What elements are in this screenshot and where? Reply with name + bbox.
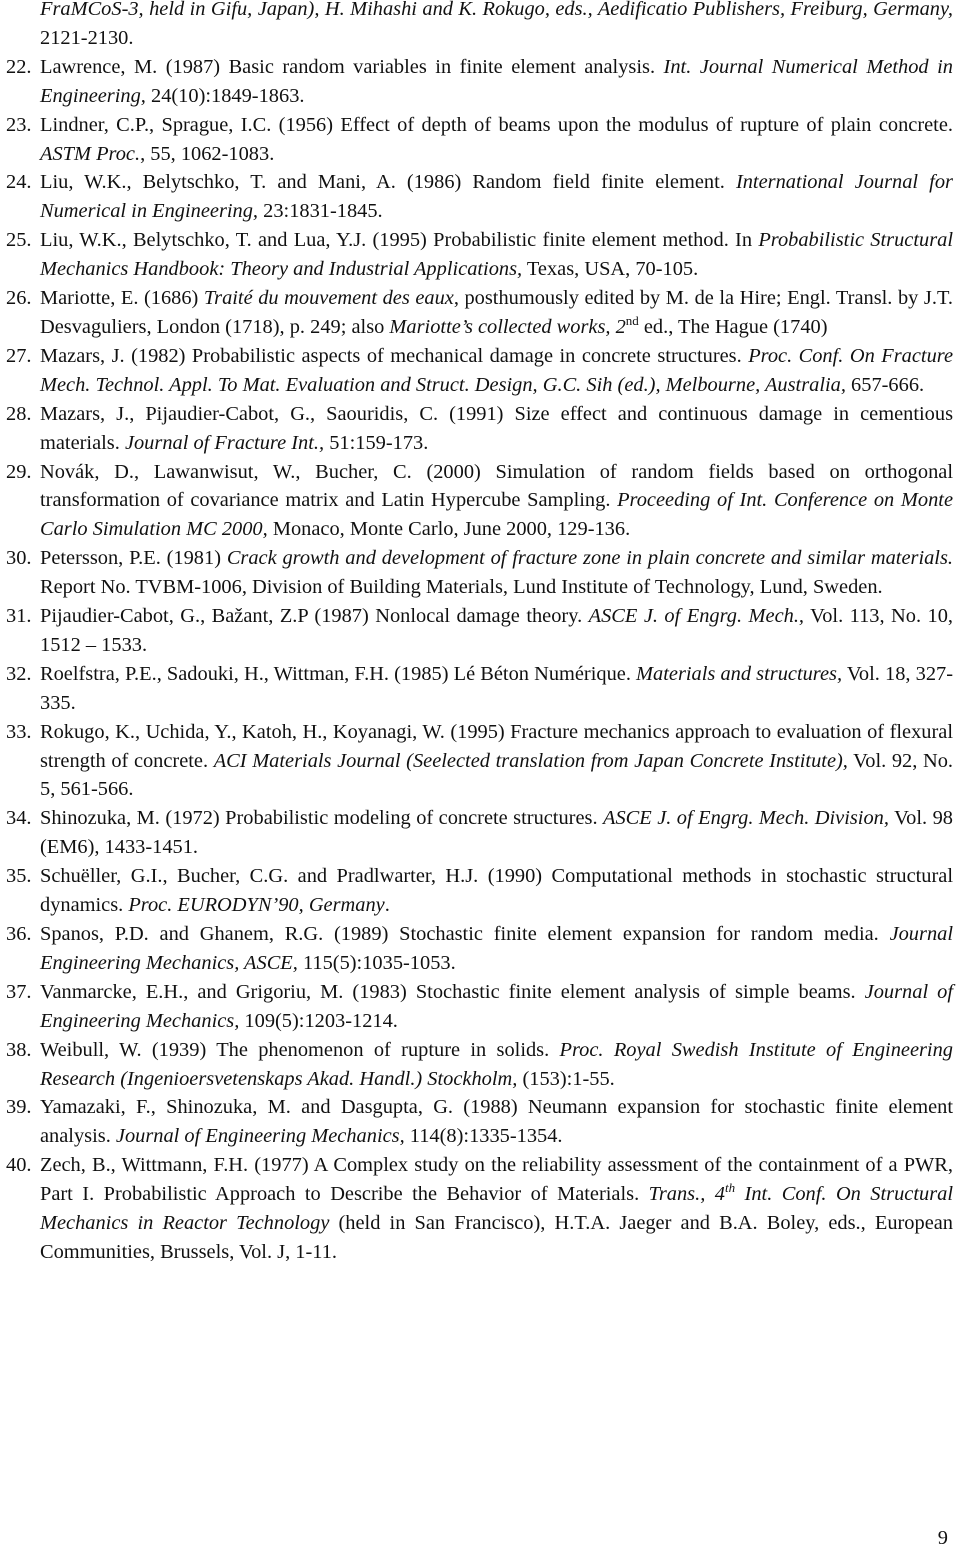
reference-italic-segment: FraMCoS-3, held in Gifu, Japan), H. Mihashi and K. Rokugo, eds., Aedificatio Publishers, Freiburg, Germany, bbox=[40, 0, 953, 20]
reference-number: 25. bbox=[6, 229, 32, 252]
reference-entry bbox=[6, 168, 953, 226]
reference-text bbox=[40, 400, 953, 458]
reference-number: 35. bbox=[6, 865, 32, 888]
reference-number: 27. bbox=[6, 344, 32, 367]
reference-number: 30. bbox=[6, 547, 32, 570]
reference-italic-segment: Materials and structures, bbox=[636, 662, 843, 685]
reference-segment: Liu, W.K., Belytschko, T. and Mani, A. (1986) Random field finite element. bbox=[40, 171, 736, 194]
reference-segment: Monaco, Monte Carlo, June 2000, 129-136. bbox=[267, 518, 631, 541]
reference-segment: Roelfstra, P.E., Sadouki, H., Wittman, F.H. (1985) Lé Béton Numérique. bbox=[40, 662, 637, 685]
reference-italic-segment: ASTM Proc. bbox=[40, 142, 141, 165]
reference-text bbox=[40, 718, 953, 805]
reference-segment: Rokugo, K., Uchida, Y., Katoh, H., Koyanagi, W. (1995) Fracture mechanics approach to evaluation of flexural strength of concrete. bbox=[40, 720, 953, 772]
reference-entry bbox=[6, 602, 953, 660]
reference-text bbox=[40, 284, 953, 342]
reference-segment: Lindner, C.P., Sprague, I.C. (1956) Effect of depth of beams upon the modulus of rupture of plain concrete. bbox=[40, 113, 953, 136]
reference-number: 24. bbox=[6, 171, 32, 194]
reference-entry bbox=[6, 111, 953, 169]
reference-segment: Zech, B., Wittmann, F.H. (1977) A Complex study on the reliability assessment of the containment of a PWR, Part I. Probabilistic Approach to Describe the Behavior of Materials. bbox=[40, 1154, 953, 1206]
reference-text bbox=[40, 342, 953, 400]
reference-segment: Vol. 98 (EM6), 1433-1451. bbox=[40, 807, 953, 859]
reference-text bbox=[40, 1036, 953, 1094]
reference-number: 32. bbox=[6, 662, 32, 685]
reference-entry bbox=[6, 978, 953, 1036]
reference-italic-segment: Proc. EURODYN’90, Germany bbox=[128, 894, 385, 917]
reference-segment: Vol. 113, No. 10, 1512 – 1533. bbox=[40, 605, 954, 656]
reference-entry bbox=[6, 920, 953, 978]
reference-italic-segment: ASCE J. of Engrg. Mech., bbox=[588, 605, 805, 628]
reference-segment: 114(8):1335-1354. bbox=[404, 1125, 563, 1148]
reference-segment: 109(5):1203-1214. bbox=[239, 1009, 398, 1032]
reference-segment: (153):1-55. bbox=[517, 1067, 615, 1090]
reference-entry bbox=[6, 862, 953, 920]
reference-italic-segment: Journal of Engineering Mechanics, bbox=[115, 1125, 405, 1148]
reference-segment: Spanos, P.D. and Ghanem, R.G. (1989) Stochastic finite element expansion for random media. bbox=[40, 923, 890, 945]
reference-italic-segment: Journal of Fracture Int., bbox=[124, 431, 325, 454]
reference-segment: Petersson, P.E. (1981) bbox=[40, 547, 227, 570]
reference-italic-segment: Traité du mouvement des eaux bbox=[203, 287, 454, 310]
reference-entry bbox=[6, 804, 953, 862]
reference-segment: Weibull, W. (1939) The phenomenon of rupture in solids. bbox=[40, 1038, 560, 1061]
reference-italic-segment: Int. Conf. On Structural Mechanics in Reactor Technology bbox=[40, 1183, 954, 1235]
reference-entry bbox=[6, 400, 953, 458]
reference-segment: Vol. 18, 327-335. bbox=[40, 662, 953, 714]
reference-number: 37. bbox=[6, 980, 32, 1003]
reference-text bbox=[40, 978, 953, 1036]
reference-entry bbox=[6, 284, 953, 342]
reference-text bbox=[40, 226, 953, 284]
reference-entry bbox=[6, 1093, 953, 1151]
reference-segment: 657-666. bbox=[845, 373, 925, 396]
reference-italic-segment: Journal of Engineering Mechanics, bbox=[40, 980, 953, 1032]
reference-segment: Mazars, J., Pijaudier-Cabot, G., Saouridis, C. (1991) Size effect and continuous damage in cementious materials. bbox=[40, 402, 953, 454]
reference-text bbox=[40, 602, 953, 660]
reference-text bbox=[40, 1093, 953, 1151]
reference-italic-segment: Mariotte’s collected works, 2 bbox=[389, 315, 626, 338]
reference-text bbox=[40, 111, 953, 169]
reference-segment: Lawrence, M. (1987) Basic random variables in finite element analysis. bbox=[40, 55, 664, 78]
reference-entry bbox=[6, 53, 953, 111]
reference-number: 23. bbox=[6, 113, 32, 136]
reference-entry bbox=[6, 458, 953, 545]
reference-italic-segment: Trans., 4 bbox=[648, 1183, 725, 1206]
reference-entry bbox=[6, 0, 953, 53]
reference-text bbox=[40, 862, 953, 920]
reference-italic-segment: Proc. Royal Swedish Institute of Engineering Research (Ingenioersvetenskaps Akad. Handl.) Stockholm, bbox=[40, 1038, 953, 1090]
reference-number: 31. bbox=[6, 605, 32, 628]
reference-segment: Pijaudier-Cabot, G., Bažant, Z.P (1987) Nonlocal damage theory. bbox=[40, 605, 589, 628]
reference-segment: Report No. TVBM-1006, Division of Building Materials, Lund Institute of Technology, Lund, Sweden. bbox=[40, 576, 883, 599]
reference-italic-segment: Int. Journal Numerical Method in Engineering, bbox=[40, 55, 953, 107]
reference-number: 28. bbox=[6, 402, 32, 425]
reference-segment: (held in San Francisco), H.T.A. Jaeger and B.A. Boley, eds., European Communities, Brussels, Vol. J, 1-11. bbox=[40, 1212, 953, 1263]
reference-segment: , 55, 1062-1083. bbox=[140, 142, 275, 165]
reference-segment: 115(5):1035-1053. bbox=[297, 951, 456, 974]
reference-entry bbox=[6, 1151, 953, 1267]
reference-segment: Vol. 92, No. 5, 561-566. bbox=[40, 749, 953, 801]
reference-italic-segment: Proc. Conf. On Fracture Mech. Technol. Appl. To Mat. Evaluation and Struct. Design, G.C. Sih (ed.), Melbourne, Australia, bbox=[40, 344, 953, 396]
page-number: 9 bbox=[937, 1527, 948, 1549]
reference-segment: ed., The Hague (1740) bbox=[638, 315, 828, 338]
reference-text bbox=[40, 458, 953, 545]
reference-number: 29. bbox=[6, 460, 32, 483]
reference-italic-segment: ACI Materials Journal (Seelected translation from Japan Concrete Institute), bbox=[213, 749, 848, 772]
reference-segment: Novák, D., Lawanwisut, W., Bucher, C. (2000) Simulation of random fields based on orthogonal transformation of covariance matrix and Latin Hypercube Sampling. bbox=[40, 460, 953, 512]
reference-segment: Vanmarcke, E.H., and Grigoriu, M. (1983) Stochastic finite element analysis of simple beams. bbox=[40, 980, 865, 1003]
reference-segment: Mazars, J. (1982) Probabilistic aspects of mechanical damage in concrete structures. bbox=[40, 344, 749, 367]
reference-entry bbox=[6, 1036, 953, 1094]
reference-text bbox=[40, 920, 953, 978]
reference-segment: . bbox=[384, 894, 390, 917]
reference-segment: 2121-2130. bbox=[40, 26, 134, 49]
reference-italic-segment: ASCE J. of Engrg. Mech. Division, bbox=[603, 807, 889, 830]
reference-segment: 24(10):1849-1863. bbox=[145, 84, 305, 107]
reference-number: 40. bbox=[6, 1154, 32, 1177]
reference-segment: , posthumously edited by M. de la Hire; Engl. Transl. by J.T. Desvaguliers, London (1718), p. 249; also bbox=[40, 287, 953, 338]
reference-text bbox=[40, 0, 953, 53]
reference-list bbox=[6, 0, 953, 1267]
reference-italic-segment: Journal Engineering Mechanics, ASCE, bbox=[40, 923, 953, 974]
reference-entry bbox=[6, 544, 953, 602]
reference-number: 38. bbox=[6, 1038, 32, 1061]
reference-number: 26. bbox=[6, 287, 32, 310]
reference-segment: Texas, USA, 70-105. bbox=[522, 258, 699, 281]
reference-segment: nd bbox=[625, 312, 639, 328]
reference-italic-segment: International Journal for Numerical in Engineering, bbox=[40, 171, 953, 223]
reference-text bbox=[40, 660, 953, 718]
reference-entry bbox=[6, 718, 953, 805]
reference-text bbox=[40, 1151, 953, 1267]
reference-entry bbox=[6, 226, 953, 284]
reference-italic-segment: Probabilistic Structural Mechanics Handbook: Theory and Industrial Applications, bbox=[40, 229, 953, 281]
reference-segment: Mariotte, E. (1686) bbox=[40, 287, 204, 310]
reference-number: 33. bbox=[6, 720, 32, 743]
reference-text bbox=[40, 544, 953, 602]
reference-text bbox=[40, 168, 953, 226]
reference-italic-segment: th bbox=[724, 1180, 736, 1196]
reference-segment: Liu, W.K., Belytschko, T. and Lua, Y.J. (1995) Probabilistic finite element method. In bbox=[40, 229, 759, 252]
reference-number: 34. bbox=[6, 807, 32, 830]
reference-segment: Yamazaki, F., Shinozuka, M. and Dasgupta, G. (1988) Neumann expansion for stochastic finite element analysis. bbox=[40, 1096, 953, 1148]
reference-segment: 51:159-173. bbox=[324, 431, 429, 454]
reference-entry bbox=[6, 342, 953, 400]
reference-text bbox=[40, 53, 953, 111]
reference-number: 39. bbox=[6, 1096, 32, 1119]
reference-number: 22. bbox=[6, 55, 32, 78]
reference-text bbox=[40, 804, 953, 862]
reference-italic-segment: Crack growth and development of fracture zone in plain concrete and similar materials. bbox=[226, 547, 954, 570]
reference-segment: Schuëller, G.I., Bucher, C.G. and Pradlwarter, H.J. (1990) Computational methods in stochastic structural dynamics. bbox=[40, 865, 953, 917]
reference-number: 36. bbox=[6, 923, 32, 945]
reference-segment: Shinozuka, M. (1972) Probabilistic modeling of concrete structures. bbox=[40, 807, 604, 830]
reference-italic-segment: Proceeding of Int. Conference on Monte Carlo Simulation MC 2000, bbox=[40, 489, 953, 541]
reference-segment: 23:1831-1845. bbox=[258, 200, 383, 223]
reference-entry bbox=[6, 660, 953, 718]
